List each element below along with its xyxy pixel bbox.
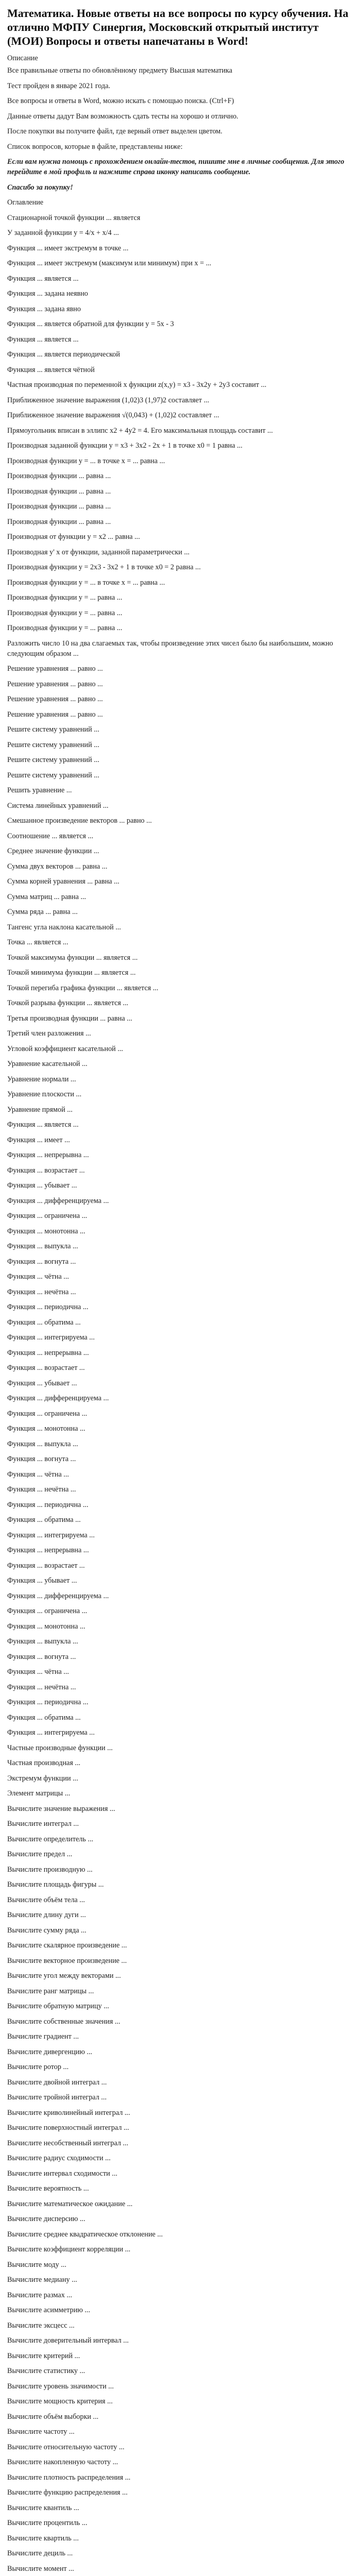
question-item: Вычислите скалярное произведение ... (7, 1941, 127, 1950)
question-item: Функция ... ограничена ... (7, 1607, 88, 1615)
question-item: Производная y' x от функции, заданной параметрически ... (7, 548, 190, 556)
question-item: Функция ... выпукла ... (7, 1242, 78, 1250)
question-item: Решите систему уравнений ... (7, 725, 99, 734)
question-item: После покупки вы получите файл, где верный ответ выделен цветом. (7, 127, 222, 135)
question-item: Вычислите угол между векторами ... (7, 1972, 121, 1980)
question-item: У заданной функции y = 4/x + x/4 ... (7, 229, 119, 237)
question-item: Вычислите собственные значения ... (7, 2017, 121, 2026)
question-item: Сумма двух векторов ... равна ... (7, 862, 108, 871)
question-item: Вычислите коэффициент корреляции ... (7, 2245, 131, 2253)
question-item: Вычислите градиент ... (7, 2032, 79, 2041)
question-item: Третья производная функции ... равна ... (7, 1014, 132, 1023)
question-item: Вычислите медиану ... (7, 2276, 77, 2284)
question-item: Вычислите частоту ... (7, 2428, 75, 2436)
question-item: Вычислите вероятность ... (7, 2184, 89, 2193)
question-item: Функция ... интегрируема ... (7, 1333, 95, 1342)
question-item: Функция ... непрерывна ... (7, 1546, 89, 1554)
question-item: Решение уравнения ... равно ... (7, 680, 103, 688)
question-item: Среднее значение функции ... (7, 847, 99, 855)
question-item: Производная функции ... равна ... (7, 487, 111, 496)
question-item: Функция ... вогнута ... (7, 1455, 76, 1463)
question-item: Точка ... является ... (7, 938, 68, 946)
question-item: Функция ... нечётна ... (7, 1683, 76, 1691)
question-item: Если вам нужна помощь с прохождением онлайн-тестов, пишите мне в личные сообщения. Для этого перейдите в мой профиль и нажмите справа иконку написать сообщение. (7, 158, 345, 176)
question-item: Решение уравнения ... равно ... (7, 695, 103, 703)
question-item: Смешанное произведение векторов ... равно ... (7, 817, 152, 825)
question-item: Уравнение касательной ... (7, 1060, 88, 1068)
question-item: Производная функции y = ... равна ... (7, 608, 123, 617)
question-item: Производная функции y = ... в точке x = ... равна ... (7, 456, 165, 465)
question-item: Вычислите математическое ожидание ... (7, 2199, 133, 2208)
question-item: Функция ... имеет экстремум в точке ... (7, 244, 129, 252)
question-item: Спасибо за покупку! (7, 183, 73, 192)
question-item: Функция ... дифференцируема ... (7, 1196, 109, 1205)
question-item: Вычислите мощность критерия ... (7, 2397, 113, 2405)
question-item: Точкой минимума функции ... является ... (7, 969, 136, 977)
question-item: Функция ... монотонна ... (7, 1622, 85, 1631)
question-item: Решите систему уравнений ... (7, 771, 99, 779)
question-item: Вычислите предел ... (7, 1850, 73, 1858)
question-item: Функция ... монотонна ... (7, 1227, 85, 1235)
question-item: Вычислите поверхностный интеграл ... (7, 2124, 129, 2132)
question-item: Вычислите критерий ... (7, 2351, 80, 2360)
question-item: Частные производные функции ... (7, 1743, 113, 1752)
question-item: Производная функции y = ... равна ... (7, 624, 123, 632)
question-item: Вычислите объём выборки ... (7, 2412, 99, 2421)
question-item: Система линейных уравнений ... (7, 801, 109, 810)
question-item: Вычислите размах ... (7, 2291, 72, 2299)
question-item: Вычислите плотность распределения ... (7, 2473, 131, 2482)
question-item: Вычислите дециль ... (7, 2549, 73, 2557)
question-item: Тангенс угла наклона касательной ... (7, 923, 121, 931)
question-item: Вычислите квартиль ... (7, 2534, 79, 2543)
question-item: Производная функции y = ... в точке x = ... равна ... (7, 578, 165, 587)
question-item: Вычислите площадь фигуры ... (7, 1880, 104, 1889)
question-item: Функция ... периодична ... (7, 1303, 89, 1311)
question-item: Все правильные ответы по обновлённому предмету Высшая математика (7, 66, 233, 75)
question-item: Функция ... монотонна ... (7, 1425, 85, 1433)
question-item: Список вопросов, которые в файле, представлены ниже: (7, 142, 183, 151)
question-item: Вычислите дивергенцию ... (7, 2047, 93, 2056)
question-item: Частная производная по переменной x функции z(x,y) = x3 - 3x2y + 2y3 составит ... (7, 381, 267, 389)
question-item: Вычислите квантиль ... (7, 2503, 79, 2512)
question-item: Экстремум функции ... (7, 1774, 78, 1783)
question-item: Вычислите длину дуги ... (7, 1911, 86, 1919)
description-heading: Описание (7, 54, 38, 62)
question-item: Соотношение ... является ... (7, 832, 94, 840)
question-item: Производная функции y = 2x3 - 3x2 + 1 в точке x0 = 2 равна ... (7, 563, 201, 571)
question-item: Производная функции y = ... равна ... (7, 594, 123, 602)
question-item: Функция ... непрерывна ... (7, 1348, 89, 1357)
question-item: Точкой максимума функции ... является ... (7, 953, 138, 962)
question-item: Прямоугольник вписан в эллипс x2 + 4y2 = 4. Его максимальная площадь составит ... (7, 426, 273, 435)
question-item: Частная производная ... (7, 1759, 81, 1767)
question-item: Точкой разрыва функции ... является ... (7, 999, 129, 1007)
question-item: Все вопросы и ответы в Word, можно искать с помощью поиска. (Ctrl+F) (7, 97, 234, 105)
question-item: Вычислите векторное произведение ... (7, 1956, 127, 1965)
question-item: Вычислите доверительный интервал ... (7, 2336, 129, 2345)
question-item: Функция ... выпукла ... (7, 1439, 78, 1448)
question-item: Вычислите определитель ... (7, 1835, 94, 1843)
question-item: Производная заданной функции y = x3 + 3x2 - 2x + 1 в точке x0 = 1 равна ... (7, 442, 243, 450)
question-item: Вычислите сумму ряда ... (7, 1926, 87, 1935)
question-item: Оглавление (7, 198, 44, 207)
question-item: Вычислите производную ... (7, 1865, 93, 1874)
question-item: Вычислите накопленную частоту ... (7, 2458, 118, 2466)
question-item: Уравнение плоскости ... (7, 1090, 82, 1098)
question-item: Вычислите несобственный интеграл ... (7, 2139, 129, 2147)
question-item: Вычислите относительную частоту ... (7, 2443, 125, 2451)
question-item: Уравнение нормали ... (7, 1075, 76, 1083)
question-item: Вычислите значение выражения ... (7, 1804, 115, 1813)
question-item: Производная функции ... равна ... (7, 502, 111, 511)
question-item: Вычислите объём тела ... (7, 1895, 85, 1904)
question-item: Функция ... убывает ... (7, 1379, 77, 1387)
question-item: Вычислите интеграл ... (7, 1820, 79, 1828)
question-item: Стационарной точкой функции ... является (7, 213, 141, 222)
question-item: Функция ... выпукла ... (7, 1637, 78, 1646)
question-item: Функция ... нечётна ... (7, 1485, 76, 1494)
question-item: Вычислите статистику ... (7, 2367, 85, 2375)
question-item: Приближенное значение выражения √(0,043) + (1,02)2 составляет ... (7, 411, 219, 419)
question-item: Сумма ряда ... равна ... (7, 908, 78, 916)
question-item: Функция ... ограничена ... (7, 1212, 88, 1220)
question-item: Функция ... убывает ... (7, 1577, 77, 1585)
question-item: Решение уравнения ... равно ... (7, 665, 103, 673)
question-item: Производная функции ... равна ... (7, 472, 111, 480)
question-item: Функция ... нечётна ... (7, 1287, 76, 1296)
question-item: Вычислите тройной интеграл ... (7, 2093, 107, 2102)
question-item: Решить уравнение ... (7, 786, 72, 794)
question-item: Производная от функции y = x2 ... равна ... (7, 533, 140, 541)
question-item: Вычислите моду ... (7, 2260, 66, 2269)
question-item: Вычислите уровень значимости ... (7, 2382, 114, 2391)
question-item: Функция ... имеет экстремум (максимум или минимум) при x = ... (7, 259, 212, 267)
question-item: Вычислите интервал сходимости ... (7, 2169, 117, 2178)
question-item: Третий член разложения ... (7, 1029, 91, 1038)
question-item: Данные ответы дадут Вам возможность сдать тесты на хорошо и отлично. (7, 112, 238, 121)
question-item: Вычислите ранг матрицы ... (7, 1987, 94, 1995)
question-item: Решение уравнения ... равно ... (7, 710, 103, 719)
question-item: Вычислите радиус сходимости ... (7, 2154, 111, 2162)
question-item: Функция ... задана неявно (7, 290, 88, 298)
question-item: Функция ... непрерывна ... (7, 1151, 89, 1159)
question-item: Функция ... возрастает ... (7, 1561, 85, 1570)
question-item: Вычислите процентиль ... (7, 2519, 88, 2527)
question-item: Разложить число 10 на два слагаемых так, чтобы произведение этих чисел было бы наибольшим, можно следующим образом ... (7, 639, 333, 658)
question-item: Функция ... обратима ... (7, 1318, 81, 1327)
question-item: Функция ... дифференцируема ... (7, 1394, 109, 1402)
question-item: Функция ... обратима ... (7, 1516, 81, 1524)
question-item: Функция ... ограничена ... (7, 1409, 88, 1418)
question-item: Сумма матриц ... равна ... (7, 892, 87, 901)
question-item: Функция ... чётна ... (7, 1668, 69, 1676)
question-item: Элемент матрицы ... (7, 1789, 71, 1798)
question-item: Функция ... дифференцируема ... (7, 1591, 109, 1600)
question-item: Точкой перегиба графика функции ... является ... (7, 984, 159, 992)
question-item: Функция ... чётна ... (7, 1470, 69, 1479)
question-item: Приближенное значение выражения (1,02)3 (1,97)2 составляет ... (7, 396, 210, 404)
question-item: Производная функции ... равна ... (7, 517, 111, 526)
question-item: Вычислите дисперсию ... (7, 2215, 85, 2223)
question-item: Функция ... убывает ... (7, 1181, 77, 1190)
question-item: Вычислите функцию распределения ... (7, 2488, 128, 2497)
question-item: Функция ... вогнута ... (7, 1257, 76, 1266)
question-item: Функция ... обратима ... (7, 1713, 81, 1722)
question-item: Угловой коэффициент касательной ... (7, 1044, 123, 1053)
question-item: Тест пройден в январе 2021 года. (7, 81, 111, 90)
question-item: Функция ... является обратной для функции y = 5x - 3 (7, 320, 174, 328)
question-item: Функция ... интегрируема ... (7, 1531, 95, 1539)
question-item: Функция ... периодична ... (7, 1500, 89, 1509)
question-item: Вычислите ротор ... (7, 2063, 69, 2071)
question-item: Вычислите момент ... (7, 2564, 74, 2573)
question-item: Вычислите эксцесс ... (7, 2321, 75, 2330)
question-item: Вычислите двойной интеграл ... (7, 2078, 107, 2087)
question-item: Сумма корней уравнения ... равна ... (7, 877, 119, 886)
question-item: Функция ... является ... (7, 1121, 79, 1129)
question-item: Функция ... задана явно (7, 304, 81, 313)
question-item: Функция ... является периодической (7, 350, 120, 359)
question-item: Вычислите среднее квадратическое отклонение ... (7, 2230, 163, 2239)
question-item: Вычислите криволинейный интеграл ... (7, 2108, 130, 2117)
question-item: Функция ... чётна ... (7, 1273, 69, 1281)
question-list (7, 53, 354, 2576)
question-item: Функция ... интегрируема ... (7, 1728, 95, 1737)
question-item: Уравнение прямой ... (7, 1105, 73, 1114)
question-item: Функция ... периодична ... (7, 1698, 89, 1706)
question-item: Функция ... является ... (7, 335, 79, 344)
question-item: Функция ... является чётной (7, 365, 95, 374)
question-item: Функция ... вогнута ... (7, 1652, 76, 1661)
question-item: Функция ... возрастает ... (7, 1166, 85, 1175)
page-title: Математика. Новые ответы на все вопросы по курсу обучения. На отлично МФПУ Синергия, Московский открытый институт (МОИ) Вопросы и ответы напечатаны в Word! (7, 7, 349, 47)
question-item: Вычислите асимметрию ... (7, 2306, 91, 2314)
question-item: Вычислите обратную матрицу ... (7, 2002, 109, 2010)
question-item: Функция ... возрастает ... (7, 1364, 85, 1372)
question-item: Функция ... имеет ... (7, 1136, 70, 1144)
question-item: Функция ... является ... (7, 274, 79, 283)
question-item: Решите систему уравнений ... (7, 740, 99, 749)
question-item: Решите систему уравнений ... (7, 756, 99, 764)
